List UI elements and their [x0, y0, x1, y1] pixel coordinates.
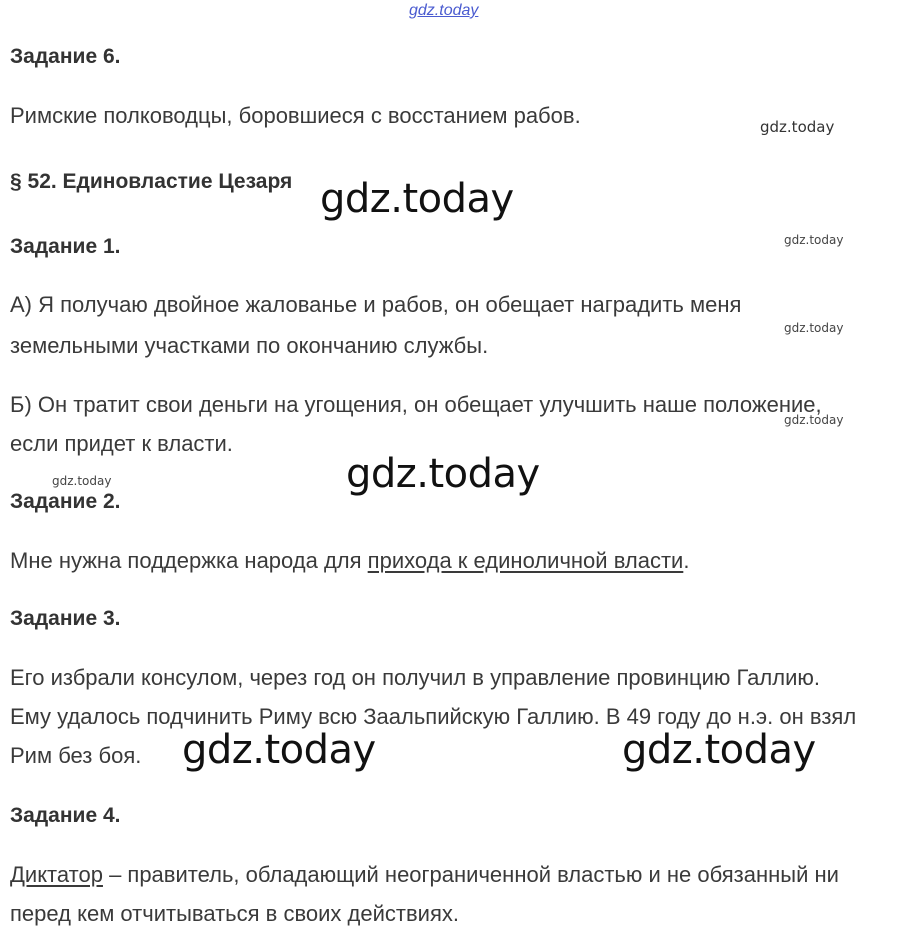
task-1-heading: Задание 1.: [10, 235, 121, 258]
watermark-small: gdz.today: [784, 233, 844, 247]
watermark-large: gdz.today: [622, 727, 816, 773]
task-1-answer-b-line-2: если придет к власти.: [10, 431, 233, 456]
task-1-answer-a-line-2: земельными участками по окончанию службы.: [10, 333, 489, 358]
top-watermark-link[interactable]: gdz.today: [409, 2, 479, 19]
task-2-text: [10, 541, 689, 580]
task-1-answer-a-line-1: А) Я получаю двойное жалованье и рабов, он обещает наградить меня: [10, 292, 742, 317]
task-2-heading: Задание 2.: [10, 490, 121, 513]
watermark-small: gdz.today: [784, 321, 844, 335]
watermark-large: gdz.today: [182, 727, 376, 773]
watermark-small: gdz.today: [760, 118, 835, 136]
task-4-definition: – правитель, обладающий неограниченной властью и не обязанный ни: [102, 862, 839, 887]
task-3-line-1: Его избрали консулом, через год он получил в управление провинцию Галлию.: [10, 665, 820, 690]
task-2-text-end: .: [683, 548, 690, 573]
task-4-line-1: [10, 855, 839, 894]
watermark-large: gdz.today: [346, 451, 540, 497]
task-2-text-start: Мне нужна поддержка народа для: [10, 548, 368, 573]
watermark-large: gdz.today: [320, 176, 514, 222]
task-4-term: Диктатор: [10, 862, 103, 887]
task-3-line-2: Ему удалось подчинить Риму всю Заальпийскую Галлию. В 49 году до н.э. он взял: [10, 704, 857, 729]
task-4-line-2: перед кем отчитываться в своих действиях.: [10, 901, 459, 926]
watermark-small: gdz.today: [52, 474, 112, 488]
task-1-answer-b-line-1: Б) Он тратит свои деньги на угощения, он обещает улучшить наше положение,: [10, 392, 822, 417]
task-4-heading: Задание 4.: [10, 804, 121, 827]
task-3-heading: Задание 3.: [10, 607, 121, 630]
task-2-underlined-phrase: прихода к единоличной власти: [367, 548, 684, 573]
task-6-heading: Задание 6.: [10, 45, 121, 68]
task-3-line-3: Рим без боя.: [10, 743, 142, 768]
task-6-text: Римские полководцы, боровшиеся с восстанием рабов.: [10, 103, 581, 128]
watermark-small: gdz.today: [784, 413, 844, 427]
chapter-52-title: § 52. Единовластие Цезаря: [10, 170, 293, 193]
